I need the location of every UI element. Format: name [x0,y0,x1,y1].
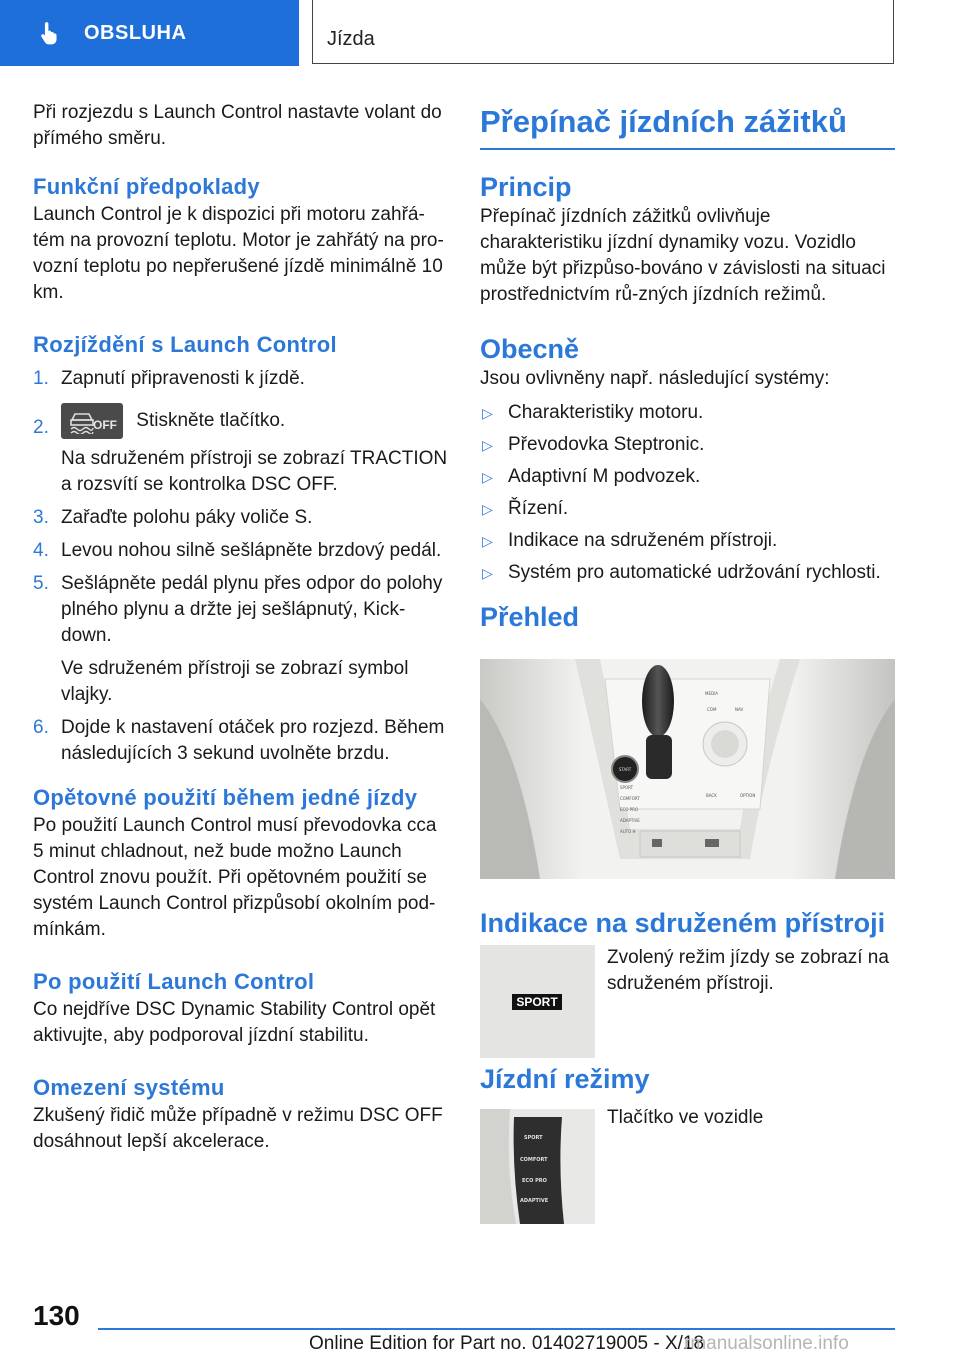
console-label-back: BACK [706,793,717,798]
step-text: Zařaďte polohu páky voliče S. [61,507,313,528]
page-number: 130 [33,1300,80,1331]
step-number: 2. [33,417,49,438]
step-number: 5. [33,573,49,594]
step-text: Sešlápněte pedál plynu přes odpor do polohy plného plynu a držte jej sešlápnutý, Kick‐down. [61,573,443,646]
principle-text: Přepínač jízdních zážitků ovlivňuje charakteristiku jízdní dynamiky vozu. Vozidlo může být přizpůso‐bováno v závislosti na situaci prostřednictvím rů‐zných jízdních režimů. [480,206,886,305]
svg-text:START: START [618,767,632,772]
right-column [480,102,895,634]
mode-buttons-illustration [480,1109,595,1224]
limits-text: Zkušený řidič může případně v režimu DSC OFF dosáhnout lepší akcelerace. [33,1105,443,1152]
console-label-autoh: AUTO H [620,829,636,834]
step-number: 6. [33,717,49,738]
section-tab[interactable] [0,0,299,66]
mode-button-adaptive: ADAPTIVE [520,1198,549,1204]
triangle-bullet-icon: ▷ [482,437,493,453]
list-item [33,538,448,564]
sport-badge: SPORT [512,994,562,1010]
mode-button-sport: SPORT [524,1135,543,1141]
step-number: 3. [33,507,49,528]
after-heading: Po použití Launch Control [33,969,315,994]
mode-buttons-photo [480,1109,595,1224]
prereq-heading: Funkční předpoklady [33,174,260,199]
step-number: 4. [33,540,49,561]
step-text: Stiskněte tlačítko. [136,410,286,432]
title-rule [480,148,895,150]
footer-watermark: rmanualsonline.info [684,1333,849,1354]
chapter-header [312,0,894,64]
chapter-title: Jízda [327,28,375,50]
step-subtext: Ve sdruženém přístroji se zobrazí symbol vlajky. [61,658,409,705]
step-subtext: Na sdruženém přístroji se zobrazí TRACTION a rozsvítí se kontrolka DSC OFF. [61,448,448,495]
step-number: 1. [33,368,49,389]
reuse-heading: Opětovné použití během jedné jízdy [33,785,418,810]
step-text: Zapnutí připravenosti k jízdě. [61,368,305,389]
console-label-nav: NAV [735,707,744,712]
general-list [480,400,895,586]
reuse-text: Po použití Launch Control musí převodovka cca 5 minut chladnout, než bude možno Launch Control znovu použít. Při opětovném použití se systém Launch Control přizpůsobí okolním pod‐mínkám. [33,815,437,940]
prereq-text: Launch Control je k dispozici při motoru zahřá‐tém na provozní teplotu. Motor je zahřátý na pro‐vozní teplotu po nepřerušené jízdě minimálně 10 km. [33,204,444,303]
sport-display-photo [480,945,595,1058]
modes-section [480,1062,895,1096]
list-item [480,432,895,458]
list-item-text: Indikace na sdruženém přístroji. [508,530,778,551]
list-item [33,715,448,767]
triangle-bullet-icon: ▷ [482,501,493,517]
list-item-text: Řízení. [508,498,569,519]
triangle-bullet-icon: ▷ [482,469,493,485]
step-text: Levou nohou silně sešlápněte brzdový pedál. [61,540,442,561]
left-column [33,100,448,1155]
mode-button-ecopro: ECO PRO [522,1178,547,1184]
indicator-heading: Indikace na sdruženém přístroji [480,908,886,938]
indicator-caption: Zvolený režim jízdy se zobrazí na sdruženém přístroji. [607,947,889,994]
list-item [480,464,895,490]
after-text: Co nejdříve DSC Dynamic Stability Control opět aktivujte, aby podporoval jízdní stabilitu. [33,999,436,1046]
launch-steps [33,366,448,767]
list-item [480,496,895,522]
pointing-hand-icon [38,20,64,46]
console-label-comfort: COMFORT [620,796,640,801]
triangle-bullet-icon: ▷ [482,565,493,581]
principle-heading: Princip [480,172,572,202]
center-console-photo [480,659,895,879]
modes-caption: Tlačítko ve vozidle [607,1107,764,1128]
list-item-text: Systém pro automatické udržování rychlosti. [508,562,881,583]
list-item [33,366,448,392]
section-tab-label: OBSLUHA [84,21,187,44]
list-item [480,400,895,426]
console-label-adaptive: ADAPTIVE [620,818,640,823]
triangle-bullet-icon: ▷ [482,533,493,549]
console-label-sport: SPORT [620,785,634,790]
list-item [480,528,895,554]
list-item-text: Adaptivní M podvozek. [508,466,701,487]
indicator-section [480,906,895,940]
modes-heading: Jízdní režimy [480,1064,650,1094]
mode-button-comfort: COMFORT [520,1157,548,1163]
triangle-bullet-icon: ▷ [482,405,493,421]
traction-off-button-icon [61,403,123,439]
list-item [480,560,895,586]
limits-heading: Omezení systému [33,1075,225,1100]
list-item [33,505,448,531]
general-heading: Obecně [480,334,580,364]
list-item-text: Převodovka Steptronic. [508,434,705,455]
list-item-text: Charakteristiky motoru. [508,402,704,423]
console-label-media: MEDIA [705,691,718,696]
page-title: Přepínač jízdních zážitků [480,104,847,139]
overview-heading: Přehled [480,602,580,632]
console-illustration [480,659,895,879]
footer-rule [98,1328,895,1330]
console-label-com: COM [707,707,717,712]
console-label-option: OPTION [740,793,756,798]
general-text: Jsou ovlivněny např. následující systémy: [480,368,830,389]
list-item [33,571,448,708]
step-text: Dojde k nastavení otáček pro rozjezd. Během následujících 3 sekund uvolněte brzdu. [61,717,445,764]
footer-edition: Online Edition for Part no. 01402719005 - X/18 [309,1333,705,1354]
intro-text: Při rozjezdu s Launch Control nastavte volant do přímého směru. [33,102,442,149]
launch-heading: Rozjíždění s Launch Control [33,332,337,357]
console-label-ecopro: ECO PRO [620,807,639,812]
off-label: OFF [93,418,117,432]
list-item [33,399,448,498]
